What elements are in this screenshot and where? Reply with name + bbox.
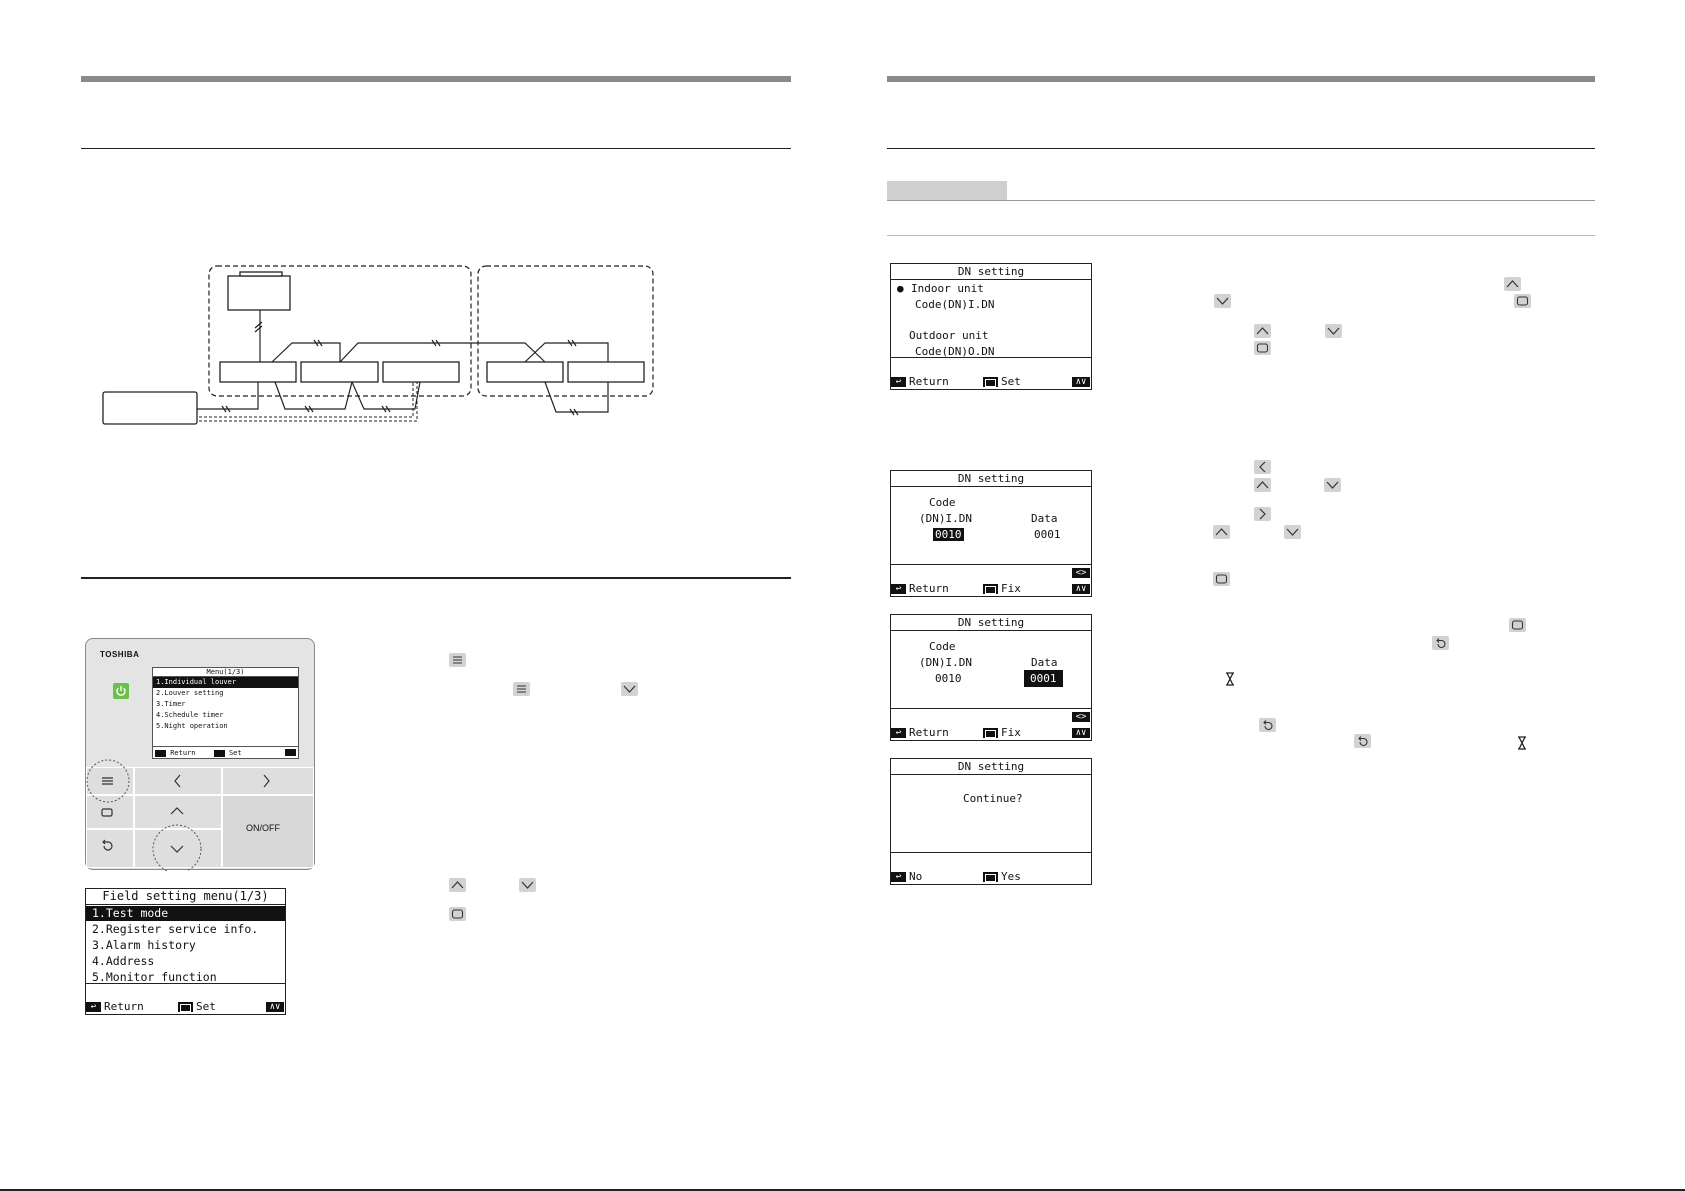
remote-footer-return: Return xyxy=(170,749,196,757)
right-header-rule xyxy=(887,76,1595,82)
set-icon xyxy=(178,1002,193,1012)
remote-screen-title: Menu(1/3) xyxy=(153,668,298,677)
field-menu-title: Field setting menu(1/3) xyxy=(86,889,285,905)
return-key-icon xyxy=(1432,636,1449,650)
right-section-rule xyxy=(887,148,1595,149)
remote-button-glyphs xyxy=(86,639,316,871)
dn2-footer xyxy=(891,564,1091,596)
return-icon: ↩ xyxy=(891,584,906,594)
dn2-data-label: Data xyxy=(1031,512,1058,525)
left-header-rule xyxy=(81,76,791,82)
field-footer-set: Set xyxy=(178,1000,216,1013)
left-section-rule-2 xyxy=(81,577,791,579)
scroll-updown-icon: ∧∨ xyxy=(1072,375,1090,388)
down-key-icon xyxy=(1325,324,1342,338)
dn2-footer-fix: Fix xyxy=(983,582,1021,595)
dn4-footer-yes[interactable]: Yes xyxy=(983,870,1021,883)
dn1-bullet: ● xyxy=(897,282,904,295)
return-icon: ↩ xyxy=(86,1002,101,1012)
dn2-code-value[interactable]: 0010 xyxy=(935,528,962,541)
remote-menu-item: 2.Louver setting xyxy=(156,689,224,697)
dn2-data-value[interactable]: 0001 xyxy=(1034,528,1061,541)
set-key-icon xyxy=(1213,572,1230,586)
set-key-icon xyxy=(1514,294,1531,308)
dn3-data-label: Data xyxy=(1031,656,1058,669)
on-off-label: ON/OFF xyxy=(246,823,280,833)
set-icon xyxy=(983,728,998,738)
field-footer-return: ↩ Return xyxy=(86,1000,144,1013)
dn3-code-name: (DN)I.DN xyxy=(919,656,972,669)
remote-menu-item: 3.Timer xyxy=(156,700,186,708)
dn-setting-screen-continue xyxy=(890,758,1092,885)
set-icon xyxy=(983,377,998,387)
dn3-code-label: Code xyxy=(929,640,956,653)
dn1-outdoor-code: Code(DN)O.DN xyxy=(915,345,995,358)
field-menu-footer xyxy=(86,983,285,1014)
set-icon xyxy=(983,872,998,882)
dn3-footer xyxy=(891,708,1091,740)
hourglass-icon xyxy=(1516,735,1528,754)
brand-logo: TOSHIBA xyxy=(100,650,140,659)
scroll-updown-icon: ∧∨ xyxy=(1072,726,1090,739)
dn-setting-screen-code xyxy=(890,470,1092,597)
dn1-indoor-unit[interactable]: Indoor unit xyxy=(911,282,984,295)
field-setting-menu-screen xyxy=(85,888,286,1015)
section-tab xyxy=(887,181,1007,201)
left-key-icon xyxy=(1254,460,1271,474)
set-key-icon xyxy=(449,907,466,921)
right-divider xyxy=(887,235,1595,236)
scroll-leftright-icon: <> xyxy=(1072,710,1090,723)
dn3-footer-return: ↩ Return xyxy=(891,726,949,739)
up-key-icon xyxy=(1254,478,1271,492)
menu-key-icon xyxy=(513,682,530,696)
dn3-code-value[interactable]: 0010 xyxy=(935,672,962,685)
scroll-updown-icon: ∧∨ xyxy=(266,1000,284,1013)
dn4-message: Continue? xyxy=(963,792,1023,805)
dn2-code-name: (DN)I.DN xyxy=(919,512,972,525)
left-section-rule-1 xyxy=(81,148,791,149)
dn2-code-label: Code xyxy=(929,496,956,509)
down-key-icon xyxy=(1214,294,1231,308)
set-icon xyxy=(983,584,998,594)
return-icon: ↩ xyxy=(891,377,906,387)
field-menu-item[interactable]: 1.Test mode xyxy=(86,906,285,921)
dn1-footer-return: ↩ Return xyxy=(891,375,949,388)
dn1-outdoor-unit[interactable]: Outdoor unit xyxy=(909,329,989,342)
wiring-diagram xyxy=(100,262,660,432)
field-menu-item[interactable]: 5.Monitor function xyxy=(92,970,217,984)
return-key-icon xyxy=(1354,734,1371,748)
return-icon: ↩ xyxy=(891,728,906,738)
tab-underline xyxy=(887,200,1595,201)
scroll-leftright-icon: <> xyxy=(1072,566,1090,579)
wiring-diagram-svg xyxy=(100,262,660,432)
right-key-icon xyxy=(1254,507,1271,521)
up-key-icon xyxy=(1213,525,1230,539)
down-key-icon xyxy=(519,878,536,892)
down-key-icon xyxy=(621,682,638,696)
dn4-footer-no[interactable]: ↩ No xyxy=(891,870,922,883)
set-key-icon xyxy=(1509,618,1526,632)
dn3-title: DN setting xyxy=(891,615,1091,631)
dn4-title: DN setting xyxy=(891,759,1091,775)
remote-menu-item: 5.Night operation xyxy=(156,722,228,730)
dn1-footer-set: Set xyxy=(983,375,1021,388)
down-key-icon xyxy=(1284,525,1301,539)
remote-footer-set: Set xyxy=(228,749,242,757)
field-menu-item[interactable]: 3.Alarm history xyxy=(92,938,196,952)
set-key-icon xyxy=(1254,341,1271,355)
up-key-icon xyxy=(1254,324,1271,338)
scroll-updown-icon: ∧∨ xyxy=(1072,582,1090,595)
up-key-icon xyxy=(1504,277,1521,291)
field-menu-item[interactable]: 2.Register service info. xyxy=(92,922,259,936)
field-menu-item[interactable]: 4.Address xyxy=(92,954,155,968)
return-icon: ↩ xyxy=(891,872,906,882)
dn3-footer-fix: Fix xyxy=(983,726,1021,739)
dn-setting-screen-data xyxy=(890,614,1092,741)
up-key-icon xyxy=(449,878,466,892)
remote-menu-item: 4.Schedule timer xyxy=(156,711,224,719)
dn4-footer xyxy=(891,852,1091,884)
menu-key-icon xyxy=(449,653,466,667)
dn2-title: DN setting xyxy=(891,471,1091,487)
dn1-title: DN setting xyxy=(891,264,1091,280)
dn1-indoor-code: Code(DN)I.DN xyxy=(915,298,995,311)
dn1-footer xyxy=(891,357,1091,389)
dn-setting-screen-select xyxy=(890,263,1092,390)
dn2-footer-return: ↩ Return xyxy=(891,582,949,595)
return-key-icon xyxy=(1259,718,1276,732)
down-key-icon xyxy=(1324,478,1341,492)
hourglass-icon xyxy=(1224,671,1236,690)
remote-controller xyxy=(85,638,315,870)
remote-menu-item: 1.Individual louver xyxy=(153,677,298,688)
dn3-data-value[interactable]: 0001 xyxy=(1024,670,1063,687)
